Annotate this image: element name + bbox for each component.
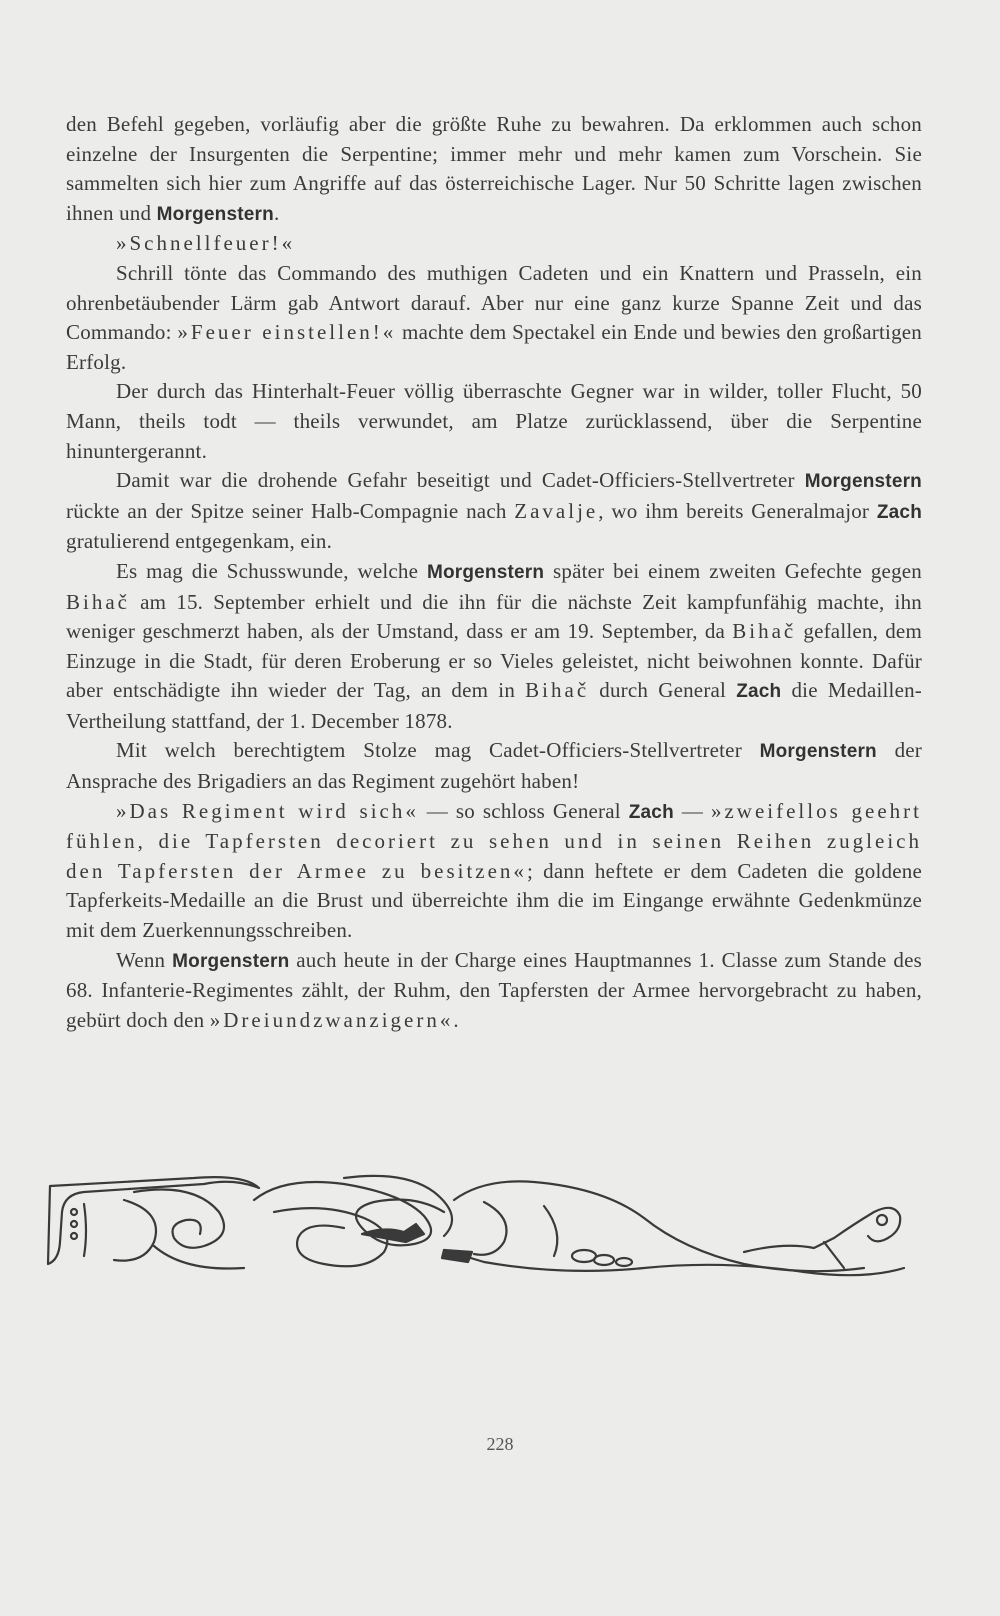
right-stroke [824,1242,844,1268]
text-run: Wenn [116,947,173,972]
spaced-text: Zavalje [514,498,599,523]
text-run: Schrill tönte das Commando des muthigen Cadeten und ein Knattern und Prasseln, ein ohrenbetäubender Lärm gab Antwort darauf. Aber nur eine ganz kurze Spanne Zeit und das Commando: [66,260,922,345]
spaced-text: »zweifellos geehrt fühlen, die Tapfersten decoriert zu sehen und in seinen Reihen zugleich den Tapfersten der Armee zu besitzen« [66,798,922,883]
text-run: . [273,200,280,225]
spaced-text: »Dreiundzwanzigern« [209,1007,454,1032]
center-loop [274,1208,387,1266]
paragraph [66,946,922,1036]
name-zach: Zach [876,501,923,523]
right-sweep-upper [454,1181,864,1271]
paragraph [66,110,922,229]
inner-leaf [544,1206,557,1256]
inner-curl [474,1202,507,1255]
name-morgenstern: Morgenstern [426,561,545,583]
text-run: den Befehl gegeben, vorläufig aber die größte Ruhe zu bewahren. Da erklommen auch schon einzelne der Insurgenten die Serpentine; immer mehr und mehr kamen zum Vorschein. Sie sammelten sich hier zum Angriffe auf das österreichische Lager. Nur 50 Schritte lagen zwischen ihnen und [66,112,922,225]
paragraph [66,259,922,377]
paragraph [66,736,922,796]
text-run: Es mag die Schusswunde, welche [116,558,427,583]
bead [71,1221,77,1227]
name-morgenstern: Morgenstern [172,950,290,972]
tip-oval [594,1255,614,1265]
paragraph [66,466,922,557]
text-run: ; dann heftete er dem Cadeten die goldene Tapferkeits-Medaille an die Brust und überreichte ihm die im Eingange erwähnte Gedenkmünze mit dem Zuerkennungsschreiben. [66,858,922,943]
spaced-text: »Das Regiment wird sich« [116,798,419,823]
text-run: Mit welch berechtigtem Stolze mag Cadet-Officiers-Stellvertreter [116,738,760,763]
bead [71,1209,77,1215]
text-run: rückte an der Spitze seiner Halb-Compagnie nach [66,498,515,523]
right-flourish [744,1208,900,1252]
paragraph [66,377,922,466]
page-number: 228 [486,1434,514,1454]
spaced-text: Bihač [66,589,130,614]
left-sweep [154,1246,244,1269]
dark-accent [442,1250,472,1262]
end-dot [877,1215,887,1225]
spaced-text: Bihač [525,678,590,703]
text-run: gefallen, dem Einzuge in die Stadt, für deren Eroberung er so Vieles geleistet, nicht beiwohnen konnte. Dafür aber entschädigte ihn wieder der Tag, an dem in [66,619,922,703]
name-zach: Zach [628,801,674,823]
body-text [66,110,922,1035]
paragraph [66,797,922,946]
paragraph [66,557,922,737]
name-morgenstern: Morgenstern [156,203,274,225]
left-scroll-line [84,1204,86,1256]
spaced-text: Bihač [732,619,797,644]
spaced-text: »Feuer einstellen!« [177,320,397,345]
left-leaf [114,1200,156,1261]
text-run: am 15. September erhielt und die ihn für die nächste Zeit kampfunfähig machte, ihn weniger geschmerzt haben, als der Umstand, dass er am 19. September, da [66,589,922,644]
beast-head [362,1224,424,1242]
text-run: — [673,798,711,823]
left-curl [134,1190,224,1248]
text-run: die Medaillen-Vertheilung stattfand, der 1. December 1878. [66,678,922,733]
name-morgenstern: Morgenstern [759,741,877,763]
paragraph [66,229,922,259]
text-run: der Ansprache des Brigadiers an das Regiment zugehört haben! [66,738,922,794]
text-run: Der durch das Hinterhalt-Feuer völlig überraschte Gegner war in wilder, toller Flucht, 50 Mann, theils todt — theils verwundet, am Platze zurücklassend, über die Serpentine hinuntergerannt. [66,379,922,463]
text-run: gratulierend entgegenkam, ein. [66,529,333,554]
tip-oval [616,1258,632,1266]
text-run: machte dem Spectakel ein Ende und bewies den großartigen Erfolg. [66,320,922,374]
name-morgenstern: Morgenstern [804,471,922,493]
tip-oval [572,1250,596,1262]
text-run: . [453,1007,459,1032]
text-run: später bei einem zweiten Gefechte gegen [544,558,922,583]
text-run: Damit war die drohende Gefahr beseitigt und Cadet-Officiers-Stellvertreter [116,468,805,493]
decorative-vignette [44,1172,912,1282]
spaced-text: »Schnellfeuer!« [116,231,296,256]
name-zach: Zach [736,681,782,703]
bead [71,1233,77,1239]
text-run: auch heute in der Charge eines Hauptmannes 1. Classe zum Stande des 68. Infanterie-Regimentes zählt, der Ruhm, den Tapfersten der Armee hervorgebracht zu haben, gebürt doch den [66,947,922,1032]
text-run: — so schloss General [418,798,629,823]
text-run: durch General [589,678,737,703]
text-run: , wo ihm bereits Generalmajor [598,498,877,523]
